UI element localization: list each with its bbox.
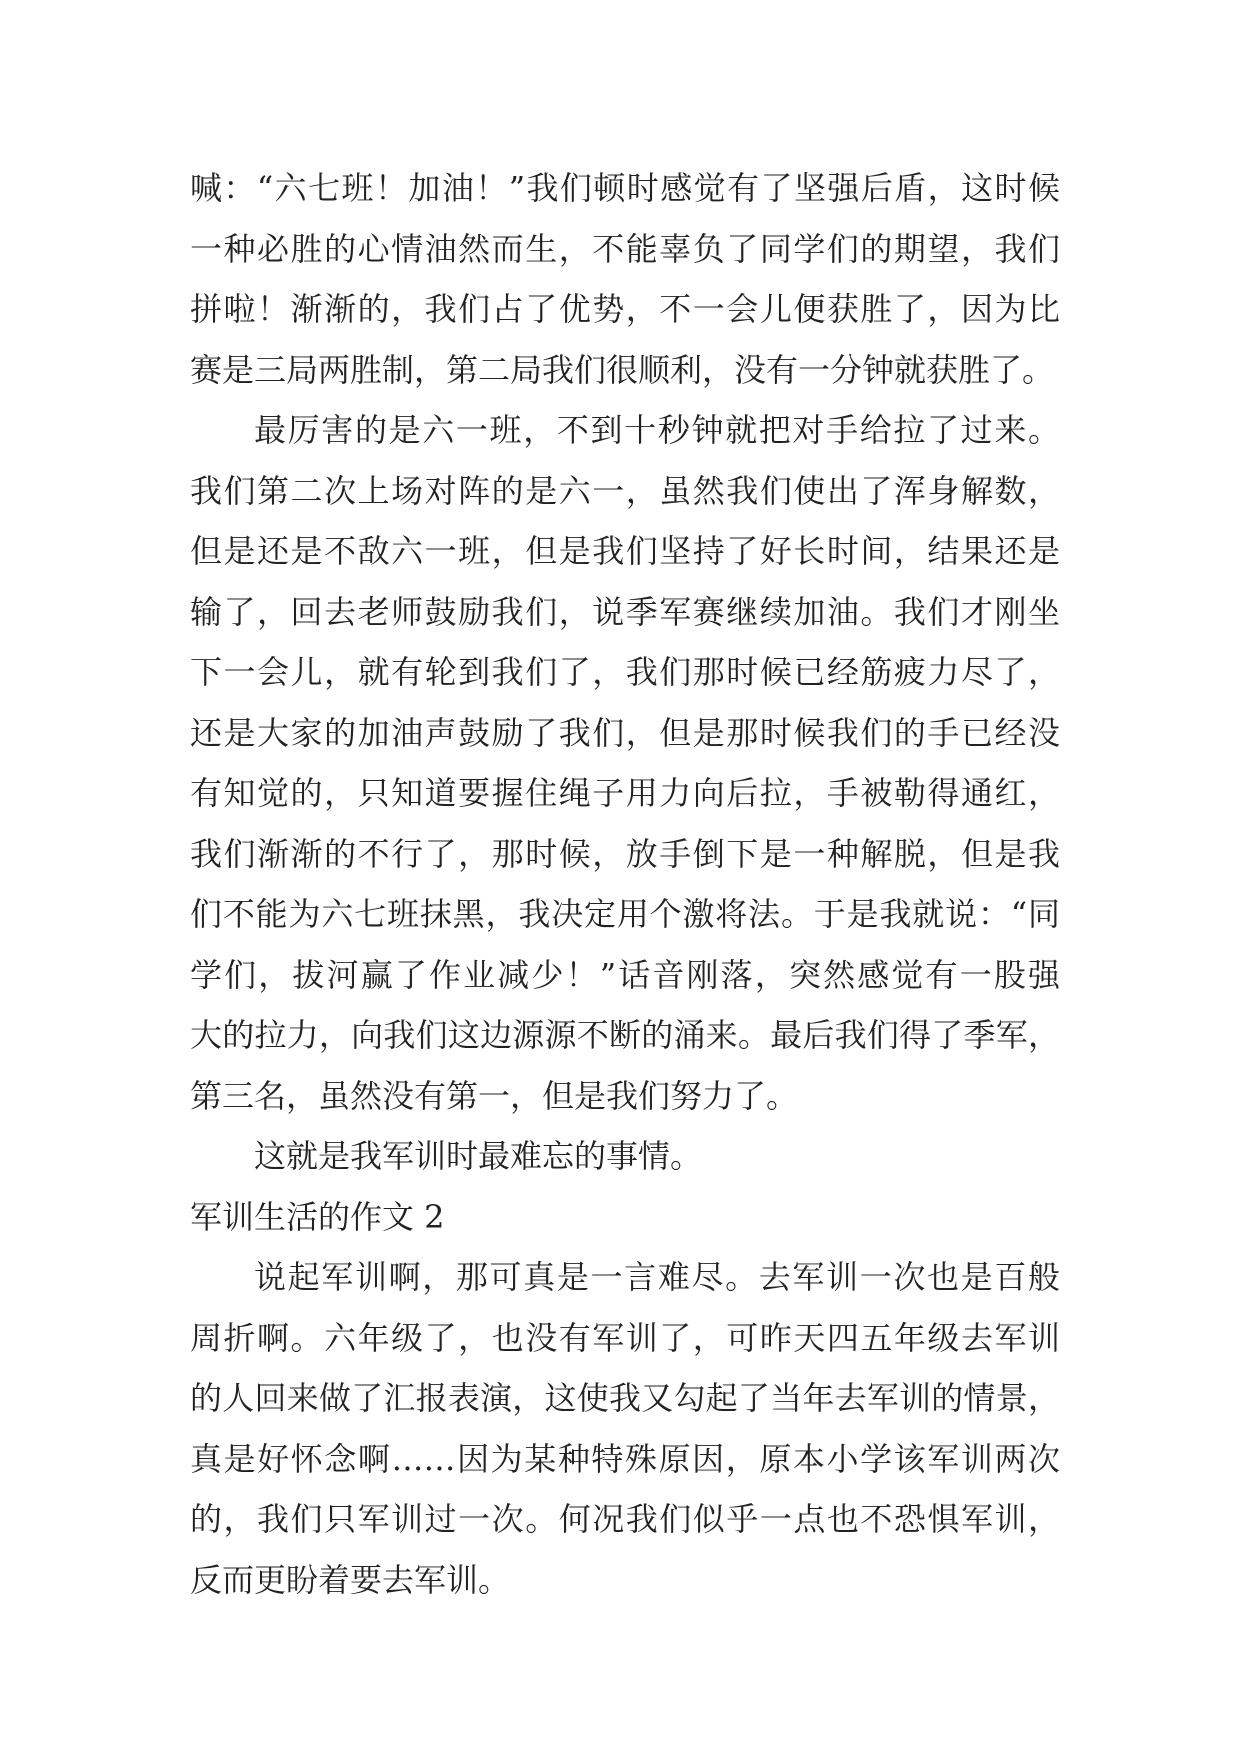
text-line: 学们，拔河赢了作业减少！”话音刚落，突然感觉有一股强 — [190, 955, 1060, 994]
text-line: 下一会儿，就有轮到我们了，我们那时候已经筋疲力尽了， — [190, 653, 1060, 691]
body-text — [190, 158, 1060, 1610]
section-heading: 军训生活的作文 2 — [190, 1197, 445, 1236]
text-line: 们不能为六七班抹黑，我决定用个激将法。于是我就说：“同 — [190, 895, 1060, 933]
text-line: 大的拉力，向我们这边源源不断的涌来。最后我们得了季军， — [190, 1016, 1060, 1054]
paragraph-first-line: 这就是我军训时最难忘的事情。 — [254, 1137, 703, 1175]
text-line: 反而更盼着要去军训。 — [190, 1560, 511, 1599]
text-line: 第三名，虽然没有第一，但是我们努力了。 — [190, 1076, 799, 1115]
text-line: 周折啊。六年级了，也没有军训了，可昨天四五年级去军训 — [190, 1318, 1060, 1357]
text-line: 喊：“六七班！加油！”我们顿时感觉有了坚强后盾，这时候 — [190, 169, 1060, 207]
text-line: 我们渐渐的不行了，那时候，放手倒下是一种解脱，但是我 — [190, 834, 1060, 873]
text-line: 我们第二次上场对阵的是六一，虽然我们使出了浑身解数， — [190, 471, 1060, 510]
text-line: 有知觉的，只知道要握住绳子用力向后拉，手被勒得通红， — [190, 774, 1060, 812]
text-line: 的，我们只军训过一次。何况我们似乎一点也不恐惧军训， — [190, 1500, 1060, 1538]
text-line: 还是大家的加油声鼓励了我们，但是那时候我们的手已经没 — [190, 713, 1060, 752]
paragraph-first-line: 说起军训啊，那可真是一言难尽。去军训一次也是百般 — [254, 1258, 1060, 1296]
paragraph-first-line: 最厉害的是六一班，不到十秒钟就把对手给拉了过来。 — [254, 411, 1060, 449]
text-line: 赛是三局两胜制，第二局我们很顺利，没有一分钟就获胜了。 — [190, 350, 1055, 389]
text-line: 但是还是不敌六一班，但是我们坚持了好长时间，结果还是 — [190, 532, 1060, 570]
text-line: 拼啦！渐渐的，我们占了优势，不一会儿便获胜了，因为比 — [190, 290, 1060, 328]
text-line: 输了，回去老师鼓励我们，说季军赛继续加油。我们才刚坐 — [190, 592, 1060, 631]
text-line: 的人回来做了汇报表演，这使我又勾起了当年去军训的情景， — [190, 1379, 1060, 1417]
text-line: 真是好怀念啊……因为某种特殊原因，原本小学该军训两次 — [190, 1439, 1060, 1478]
text-line: 一种必胜的心情油然而生，不能辜负了同学们的期望，我们 — [190, 229, 1060, 268]
